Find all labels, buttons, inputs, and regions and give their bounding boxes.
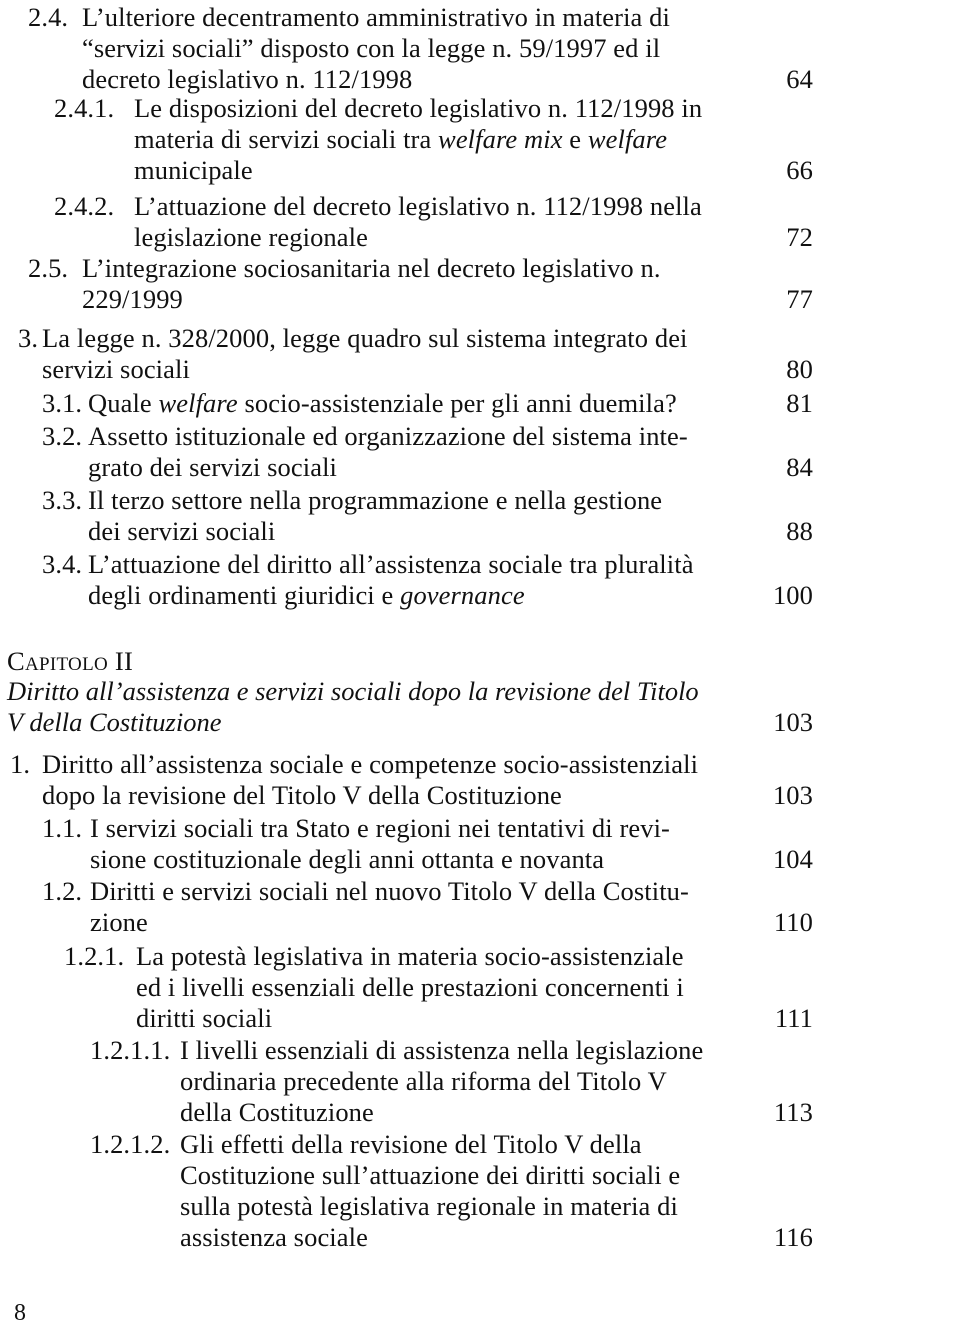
- toc-entry: [64, 941, 813, 1034]
- entry-page: 77: [786, 284, 813, 314]
- entry-title-line: L’ulteriore decentramento amministrativo in materia di: [82, 2, 670, 32]
- entry-title-line: Quale welfare socio-assistenziale per gli anni duemila?: [88, 388, 677, 418]
- entry-title-line: legislazione regionale: [134, 222, 368, 252]
- entry-title-line: dopo la revisione del Titolo V della Costituzione: [42, 780, 562, 810]
- entry-title-line: Il terzo settore nella programmazione e nella gestione: [88, 485, 663, 515]
- entry-title-line: ed i livelli essenziali delle prestazioni concernenti i: [136, 972, 684, 1002]
- entry-page: 66: [786, 155, 813, 185]
- entry-title-line: diritti sociali: [136, 1003, 273, 1033]
- entry-number: 2.4.1.: [54, 93, 115, 123]
- entry-title-line: sione costituzionale degli anni ottanta e novanta: [90, 844, 605, 874]
- entry-title: [134, 93, 748, 186]
- toc-entry: [42, 876, 813, 938]
- toc-entry: [28, 2, 813, 95]
- toc-entry: [10, 749, 813, 811]
- page-number: 8: [14, 1300, 26, 1326]
- entry-title-line: I servizi sociali tra Stato e regioni nei tentativi di revi-: [90, 813, 670, 843]
- italic-term: welfare: [587, 124, 668, 154]
- entry-title-line: L’attuazione del diritto all’assistenza sociale tra pluralità: [88, 549, 694, 579]
- entry-page: 104: [772, 844, 813, 874]
- entry-title-line: Diritto all’assistenza sociale e competenze socio-assistenziali: [42, 749, 699, 779]
- toc-entry: [42, 388, 813, 419]
- entry-title: [82, 2, 748, 95]
- italic-term: welfare: [158, 388, 238, 418]
- entry-title: [88, 549, 728, 611]
- entry-number: 1.2.: [42, 876, 83, 906]
- entry-number: 3.4.: [42, 549, 83, 579]
- entry-page: 64: [786, 64, 813, 94]
- entry-title: [88, 388, 748, 419]
- entry-number: 2.4.2.: [54, 191, 115, 221]
- entry-title-line: “servizi sociali” disposto con la legge n. 59/1997 ed il: [82, 33, 661, 63]
- entry-title-line: zione: [90, 907, 148, 937]
- entry-title: [134, 191, 748, 253]
- entry-title: [90, 813, 730, 875]
- entry-number: 1.2.1.: [64, 941, 125, 971]
- italic-term: welfare: [438, 124, 518, 154]
- entry-title: [136, 941, 730, 1034]
- chapter-title-line: Diritto all’assistenza e servizi sociali dopo la revisione del Titolo: [7, 676, 699, 706]
- entry-page: 81: [786, 388, 813, 418]
- entry-number: 1.: [10, 749, 31, 779]
- entry-title: [42, 749, 740, 811]
- entry-title: [88, 485, 728, 547]
- entry-title-line: Assetto istituzionale ed organizzazione del sistema inte-: [88, 421, 688, 451]
- chapter-title-line: V della Costituzione: [7, 707, 222, 737]
- entry-title: [180, 1129, 728, 1253]
- entry-page: 80: [786, 354, 813, 384]
- entry-number: 2.5.: [28, 253, 69, 283]
- entry-title-line: Costituzione sull’attuazione dei diritti sociali e: [180, 1160, 681, 1190]
- entry-page: 72: [786, 222, 813, 252]
- entry-page: 110: [773, 907, 813, 937]
- chapter-title: [7, 676, 742, 738]
- entry-title-line: degli ordinamenti giuridici e governance: [88, 580, 525, 610]
- entry-title: [90, 876, 730, 938]
- entry-title: [180, 1035, 728, 1128]
- entry-number: 3.1.: [42, 388, 83, 418]
- entry-number: 3.: [18, 323, 39, 353]
- entry-title-line: municipale: [134, 155, 253, 185]
- entry-title-line: La potestà legislativa in materia socio-assistenziale: [136, 941, 684, 971]
- toc-entry: [90, 1129, 813, 1253]
- entry-title-line: L’attuazione del decreto legislativo n. 112/1998 nella: [134, 191, 702, 221]
- entry-page: 113: [773, 1097, 813, 1127]
- entry-page: 111: [774, 1003, 813, 1033]
- entry-title-line: dei servizi sociali: [88, 516, 276, 546]
- entry-title-line: Diritti e servizi sociali nel nuovo Titolo V della Costitu-: [90, 876, 689, 906]
- entry-title-line: I livelli essenziali di assistenza nella legislazione: [180, 1035, 704, 1065]
- entry-page: 88: [786, 516, 813, 546]
- italic-term: mix: [524, 124, 563, 154]
- entry-title: [88, 421, 728, 483]
- entry-title-line: Le disposizioni del decreto legislativo n. 112/1998 in: [134, 93, 703, 123]
- entry-number: 1.2.1.1.: [90, 1035, 171, 1065]
- entry-number: 1.1.: [42, 813, 83, 843]
- entry-title: [42, 323, 748, 385]
- entry-title-line: servizi sociali: [42, 354, 190, 384]
- toc-entry: [42, 813, 813, 875]
- entry-title-line: La legge n. 328/2000, legge quadro sul sistema integrato dei: [42, 323, 688, 353]
- entry-page: 100: [772, 580, 813, 610]
- entry-title-line: Gli effetti della revisione del Titolo V della: [180, 1129, 642, 1159]
- entry-title: [82, 253, 748, 315]
- toc-entry: [42, 485, 813, 547]
- entry-number: 1.2.1.2.: [90, 1129, 171, 1159]
- entry-title-line: grato dei servizi sociali: [88, 452, 338, 482]
- entry-title-line: 229/1999: [82, 284, 183, 314]
- toc-entry: [90, 1035, 813, 1128]
- toc-entry: [42, 549, 813, 611]
- toc-entry: [54, 191, 813, 253]
- entry-number: 2.4.: [28, 2, 69, 32]
- entry-number: 3.2.: [42, 421, 83, 451]
- italic-term: governance: [400, 580, 525, 610]
- entry-page: 103: [772, 780, 813, 810]
- entry-title-line: assistenza sociale: [180, 1222, 368, 1252]
- entry-title-line: decreto legislativo n. 112/1998: [82, 64, 413, 94]
- toc-entry: [28, 253, 813, 315]
- entry-page: 116: [773, 1222, 813, 1252]
- entry-page: 84: [786, 452, 813, 482]
- entry-title-line: sulla potestà legislativa regionale in materia di: [180, 1191, 678, 1221]
- toc-entry: [42, 421, 813, 483]
- toc-entry: [18, 323, 813, 385]
- entry-title-line: ordinaria precedente alla riforma del Titolo V: [180, 1066, 667, 1096]
- chapter-page: 103: [773, 707, 813, 737]
- chapter-label: Capitolo II: [7, 646, 134, 676]
- entry-title-line: materia di servizi sociali tra welfare mix e welfare: [134, 124, 668, 154]
- entry-title-line: della Costituzione: [180, 1097, 374, 1127]
- toc-entry: [54, 93, 813, 186]
- entry-number: 3.3.: [42, 485, 83, 515]
- entry-title-line: L’integrazione sociosanitaria nel decreto legislativo n.: [82, 253, 661, 283]
